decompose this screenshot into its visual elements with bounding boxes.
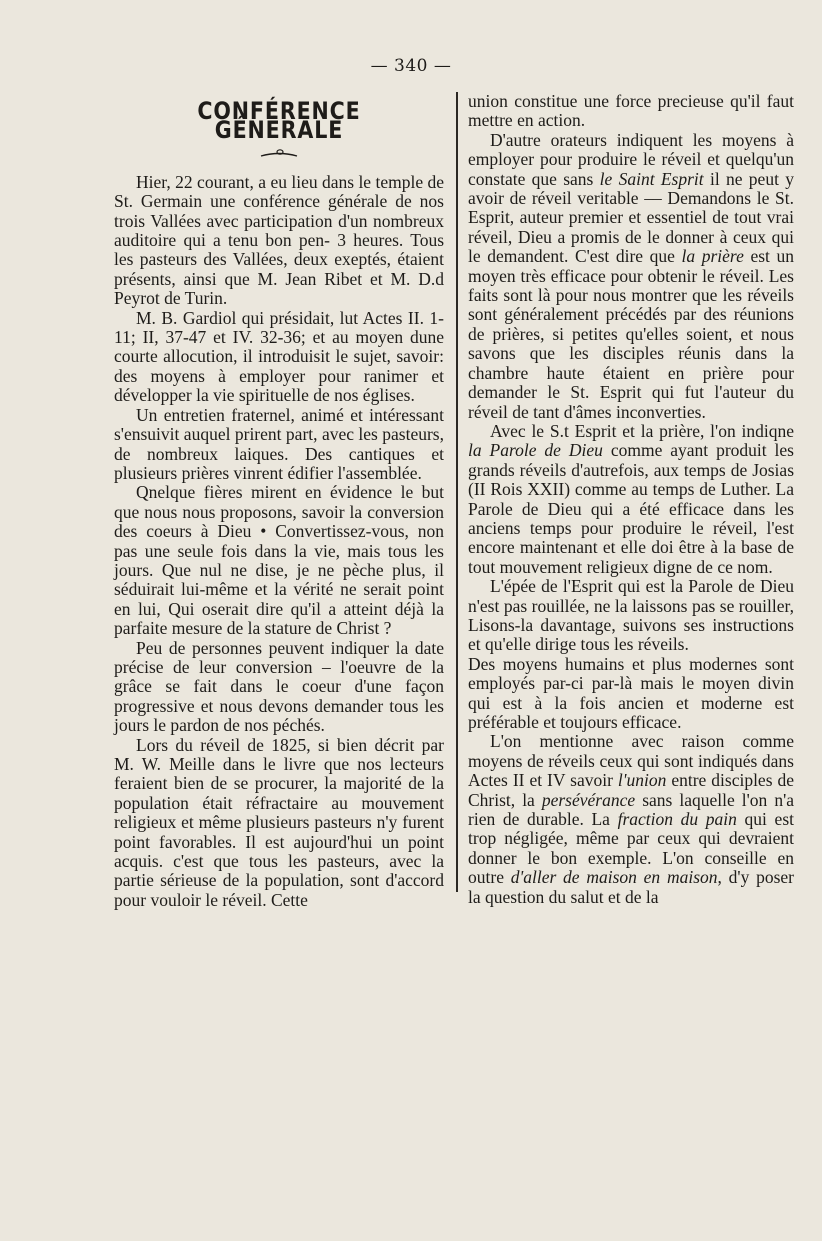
left-column bbox=[114, 92, 444, 910]
article-heading: CONFÉRENCE GÉNÉRALE bbox=[197, 97, 361, 145]
paragraph: Avec le S.t Esprit et la prière, l'on indiqne la Parole de Dieu comme ayant produit les grands réveils d'autrefois, aux temps de Josias (II Rois XXII) comme au temps de Luther. La Parole de Dieu qui a été efficace dans les anciens temps pour produire le réveil, l'est encore maintenant et elle doi être à la base de tout mouvement religieux digne de ce nom. bbox=[468, 420, 794, 577]
paragraph: union constitue une force precieuse qu'il faut mettre en action. bbox=[468, 91, 794, 131]
paragraph: Un entretien fraternel, animé et intéressant s'ensuivit auquel prirent part, avec les pasteurs, de nombreux laiques. Des cantiques et plusieurs prières vinrent édifier l'assemblée. bbox=[114, 404, 444, 483]
paragraph: Des moyens humains et plus modernes sont employés par-ci par-là mais le moyen divin qui est à la fois ancien et moderne est préférable et toujours efficace. bbox=[468, 653, 794, 732]
column-divider bbox=[456, 92, 458, 892]
paragraph: Peu de personnes peuvent indiquer la date précise de leur conversion – l'oeuvre de la grâce se fait dans le coeur d'une façon progressive et nous devons demander tous les jours le pardon de nos péchés. bbox=[114, 637, 444, 736]
page-number: — 340 — bbox=[370, 56, 452, 76]
paragraph: M. B. Gardiol qui présidait, lut Actes II. 1-11; II, 37-47 et IV. 32-36; et au moyen dune courte allocution, il introduisit le sujet, savoir: des moyens à employer pour ranimer et développer la vie spirituelle de nos églises. bbox=[114, 307, 444, 406]
paragraph: L'on mentionne avec raison comme moyens de réveils ceux qui sont indiqués dans Actes II et IV savoir l'union entre disciples de Christ, la persévérance sans laquelle l'on n'a rien de durable. La fraction du pain qui est trop négligée, même par ceux qui devraient donner le bon exemple. L'on conseille en outre d'aller de maison en maison, d'y poser la question du salut et de la bbox=[468, 731, 794, 907]
paragraph: Lors du réveil de 1825, si bien décrit par M. W. Meille dans le livre que nos lecteurs feraient bien de se procurer, la majorité de la population était réfractaire au mouvement religieux et même plusieurs pasteurs n'y furent point favorables. Il est aujourd'hui un point acquis. c'est que tous les pasteurs, avec la partie sérieuse de la population, sont d'accord pour vouloir le réveil. Cette bbox=[114, 734, 444, 910]
paragraph: Hier, 22 courant, a eu lieu dans le temple de St. Germain une conférence générale de nos trois Vallées avec participation d'un nombreux auditoire qui a tenu bon pen- 3 heures. Tous les pasteurs des Vallées, deux exeptés, étaient présents, ainsi que M. Jean Ribet et M. D.d Peyrot de Turin. bbox=[114, 171, 444, 309]
paragraph: L'épée de l'Esprit qui est la Parole de Dieu n'est pas rouillée, ne la laissons pas se rouiller, Lisons-la davantage, suivons ses instructions et qu'elle dirige tous les réveils. bbox=[468, 576, 794, 655]
ornament-icon bbox=[259, 147, 299, 159]
right-column bbox=[468, 92, 794, 907]
paragraph: D'autre orateurs indiquent les moyens à employer pour produire le réveil et quelqu'un constate que sans le Saint Esprit il ne peut y avoir de réveil veritable –– Demandons le St. Esprit, auteur premier et essentiel de tout vrai réveil, Dieu a promis de le donner à ceux qui le demandent. C'est dire que la prière est un moyen très efficace pour obtenir le réveil. Les faits sont là pour nous montrer que les réveils sont généralement précédés par des réunions de prières, si petites qu'elles soient, et nous savons que les disciples réunis dans la chambre haute étaient en prière pour demander le St. Esprit qui fut l'auteur du réveil de tant d'âmes inconverties. bbox=[468, 129, 794, 422]
paragraph: Qnelque fières mirent en évidence le but que nous nous proposons, savoir la conversion des coeurs à Dieu • Convertissez-vous, non pas une seule fois dans la vie, mais tous les jours. Que nul ne dise, je ne pèche plus, il séduirait lui-même et la vérité ne serait point en lui, Qui oserait dire qu'il a atteint déjà la parfaite mesure de la stature de Christ ? bbox=[114, 482, 444, 639]
